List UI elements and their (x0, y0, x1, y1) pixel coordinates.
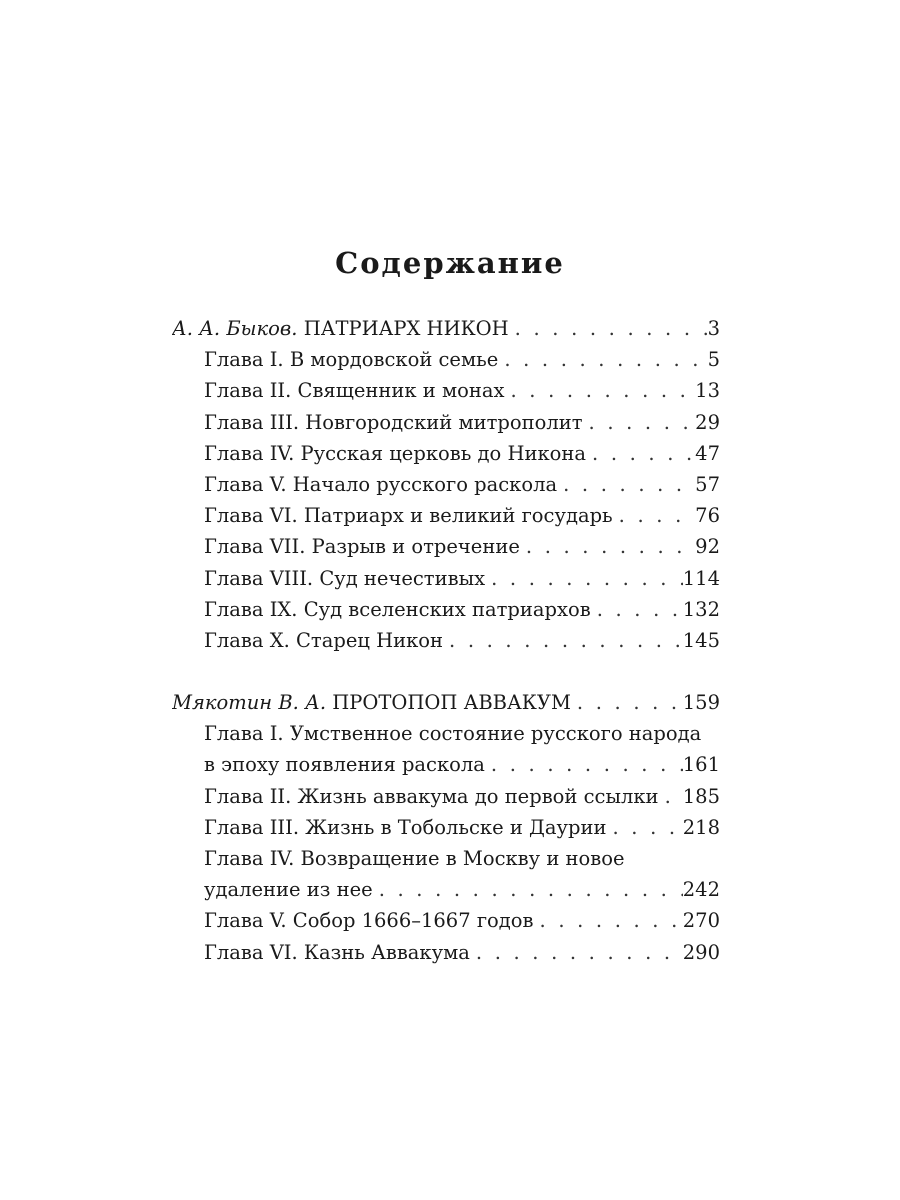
page-number: 145 (682, 628, 720, 652)
toc-entry-heading (172, 687, 571, 718)
toc-entry-chapter (172, 625, 720, 656)
page-number: 13 (695, 379, 720, 403)
dot-leader (606, 812, 682, 843)
page-number: 185 (682, 784, 720, 808)
dot-leader (591, 594, 683, 625)
dot-leader (583, 407, 696, 438)
author-name: Мякотин В. А. (172, 691, 327, 714)
toc-entry-chapter (172, 438, 720, 469)
page-number: 47 (695, 441, 720, 465)
chapter-title: Глава VII. Разрыв и отречение (204, 535, 520, 559)
toc-entry-chapter (172, 937, 720, 968)
toc-entry-work (172, 313, 720, 344)
page-number: 29 (695, 410, 720, 434)
chapter-title: Глава IX. Суд вселенских патриархов (204, 597, 591, 621)
dot-leader (505, 375, 696, 406)
chapter-title: Глава III. Жизнь в Тобольске и Даурии (204, 815, 607, 839)
dot-leader (659, 781, 683, 812)
chapter-title: Глава II. Жизнь аввакума до первой ссылки (204, 784, 659, 808)
page-number: 76 (695, 504, 720, 528)
chapter-title: Глава VI. Казнь Аввакума (204, 940, 470, 964)
author-name: А. А. Быков. (172, 317, 298, 340)
dot-leader (534, 905, 683, 936)
toc-section-myakotin (172, 687, 720, 968)
chapter-title: Глава VIII. Суд нечестивых (204, 566, 486, 590)
page-number: 161 (682, 753, 720, 777)
toc-entry-heading (172, 313, 509, 344)
dot-leader (613, 500, 696, 531)
toc-entry-chapter (172, 812, 720, 843)
page-number: 242 (682, 878, 720, 902)
toc-entry-chapter (172, 375, 720, 406)
chapter-title: Глава V. Собор 1666–1667 годов (204, 909, 534, 933)
dot-leader (520, 531, 695, 562)
toc-entry-chapter (172, 781, 720, 812)
dot-leader (571, 687, 683, 718)
toc-entry-chapter (172, 749, 720, 780)
chapter-title: удаление из нее (204, 878, 373, 902)
chapter-title: Глава III. Новгородский митрополит (204, 410, 583, 434)
dot-leader (509, 313, 708, 344)
chapter-title-line1: Глава I. Умственное состояние русского народа (204, 722, 702, 746)
toc-entry-work (172, 687, 720, 718)
page-number: 114 (682, 566, 720, 590)
chapter-title: в эпоху появления раскола (204, 753, 485, 777)
page-number: 218 (682, 815, 720, 839)
toc-entry-chapter-line1 (172, 843, 720, 874)
dot-leader (443, 625, 683, 656)
chapter-title: Глава X. Старец Никон (204, 628, 444, 652)
chapter-title: Глава I. В мордовской семье (204, 348, 499, 372)
page-number: 290 (682, 940, 720, 964)
page-number: 270 (682, 909, 720, 933)
page-number: 3 (707, 317, 720, 340)
toc-entry-chapter (172, 500, 720, 531)
dot-leader (557, 469, 695, 500)
chapter-title: Глава II. Священник и монах (204, 379, 505, 403)
toc-entry-chapter (172, 344, 720, 375)
dot-leader (470, 937, 683, 968)
dot-leader (485, 563, 683, 594)
dot-leader (485, 749, 683, 780)
page-number: 57 (695, 472, 720, 496)
chapter-title-line1: Глава IV. Возвращение в Москву и новое (204, 846, 625, 870)
toc-entry-chapter-line1 (172, 718, 720, 749)
toc-section-bykov (172, 313, 720, 656)
chapter-title: Глава V. Начало русского раскола (204, 472, 558, 496)
chapter-title: Глава IV. Русская церковь до Никона (204, 441, 587, 465)
toc-entry-chapter (172, 874, 720, 905)
page-number: 92 (695, 535, 720, 559)
toc-entry-chapter (172, 531, 720, 562)
chapter-title: Глава VI. Патриарх и великий государь (204, 504, 613, 528)
toc-entry-chapter (172, 469, 720, 500)
toc-entry-chapter (172, 594, 720, 625)
work-title: ПРОТОПОП АВВАКУМ (332, 691, 571, 714)
dot-leader (586, 438, 695, 469)
page-number: 5 (707, 348, 720, 372)
page-number: 159 (682, 691, 720, 714)
toc-entry-chapter (172, 407, 720, 438)
toc-entry-chapter (172, 905, 720, 936)
work-title: ПАТРИАРХ НИКОН (303, 317, 509, 340)
dot-leader (373, 874, 683, 905)
page-number: 132 (682, 597, 720, 621)
dot-leader (498, 344, 707, 375)
toc-entry-chapter (172, 563, 720, 594)
page-title: Содержание (335, 246, 565, 280)
